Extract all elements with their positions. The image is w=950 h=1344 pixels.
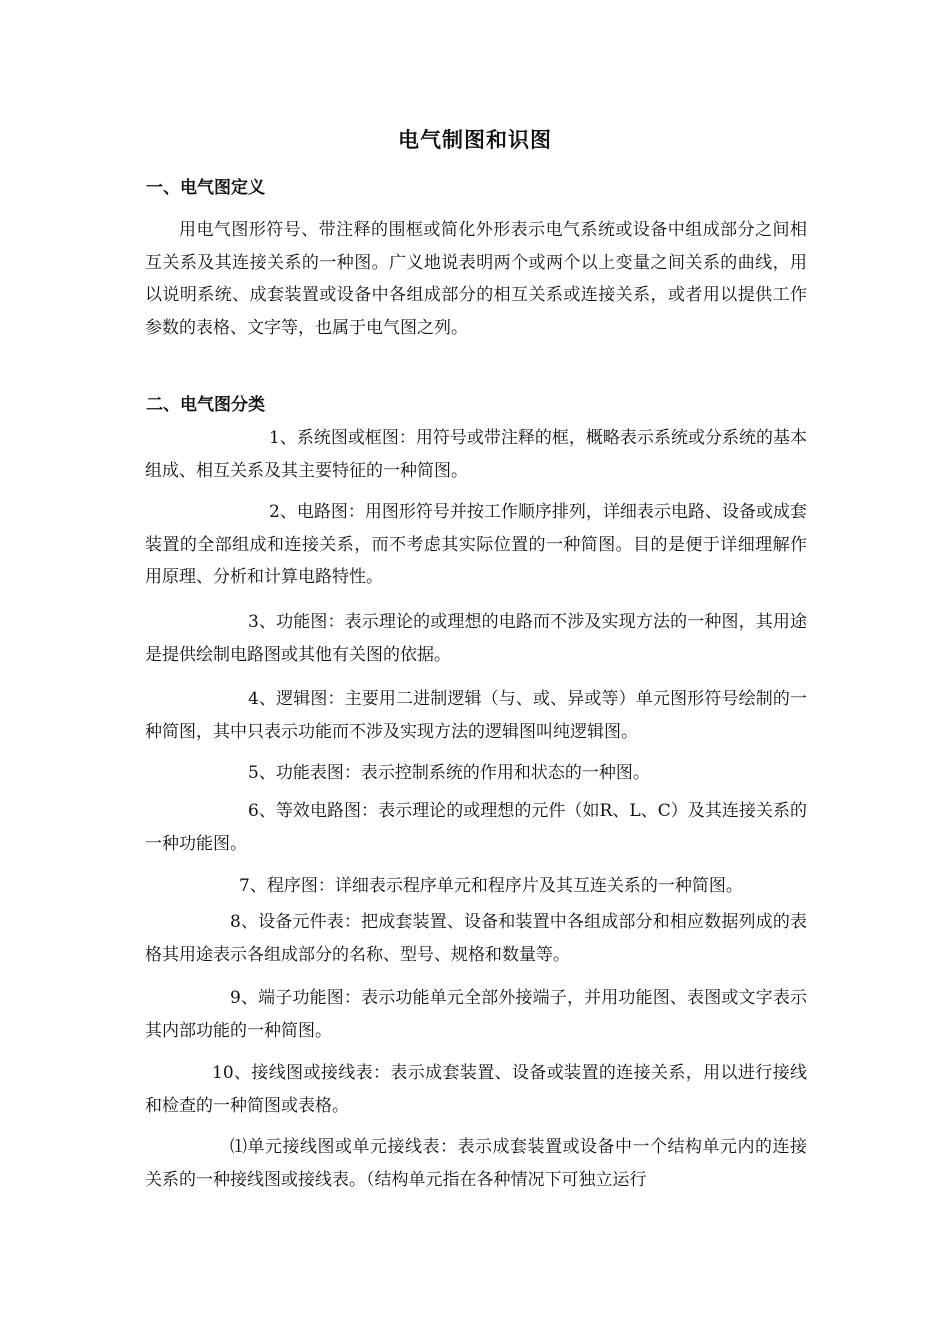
classification-item-7: 7、程序图：详细表示程序单元和程序片及其互连关系的一种简图。 [239,876,743,896]
classification-item-1: 1、系统图或框图：用符号或带注释的框，概略表示系统或分系统的基本组成、相互关系及其主要特征的一种简图。 [145,428,807,481]
classification-item-8: 8、设备元件表：把成套装置、设备和装置中各组成部分和相应数据列成的表格其用途表示各组成部分的名称、型号、规格和数量等。 [145,912,807,965]
document-title: 电气制图和识图 [398,128,552,152]
classification-item-4: 4、逻辑图：主要用二进制逻辑（与、或、异或等）单元图形符号绘制的一种简图，其中只表示功能而不涉及实现方法的逻辑图叫纯逻辑图。 [145,689,807,742]
classification-item-3: 3、功能图：表示理论的或理想的电路而不涉及实现方法的一种图，其用途是提供绘制电路图或其他有关图的依据。 [145,612,807,665]
section-heading-classification: 二、电气图分类 [146,395,265,415]
classification-item-5: 5、功能表图：表示控制系统的作用和状态的一种图。 [248,763,650,783]
section-heading-definition: 一、电气图定义 [146,178,265,198]
classification-item-9: 9、端子功能图：表示功能单元全部外接端子，并用功能图、表图或文字表示其内部功能的一种简图。 [145,988,807,1041]
definition-paragraph: 用电气图形符号、带注释的围框或简化外形表示电气系统或设备中组成部分之间相互关系及其连接关系的一种图。广义地说表明两个或两个以上变量之间关系的曲线，用以说明系统、成套装置或设备中各组成部分的相互关系或连接关系，或者用以提供工作参数的表格、文字等，也属于电气图之列。 [145,220,807,338]
classification-item-6: 6、等效电路图：表示理论的或理想的元件（如R、L、C）及其连接关系的一种功能图。 [145,801,807,854]
classification-item-10: 10、接线图或接线表：表示成套装置、设备或装置的连接关系，用以进行接线和检查的一种简图或表格。 [145,1063,807,1116]
classification-subitem-1: ⑴单元接线图或单元接线表：表示成套装置或设备中一个结构单元内的连接关系的一种接线图或接线表。（结构单元指在各种情况下可独立运行 [145,1137,807,1190]
classification-item-2: 2、电路图：用图形符号并按工作顺序排列，详细表示电路、设备或成套装置的全部组成和连接关系，而不考虑其实际位置的一种简图。目的是便于详细理解作用原理、分析和计算电路特性。 [145,502,807,588]
